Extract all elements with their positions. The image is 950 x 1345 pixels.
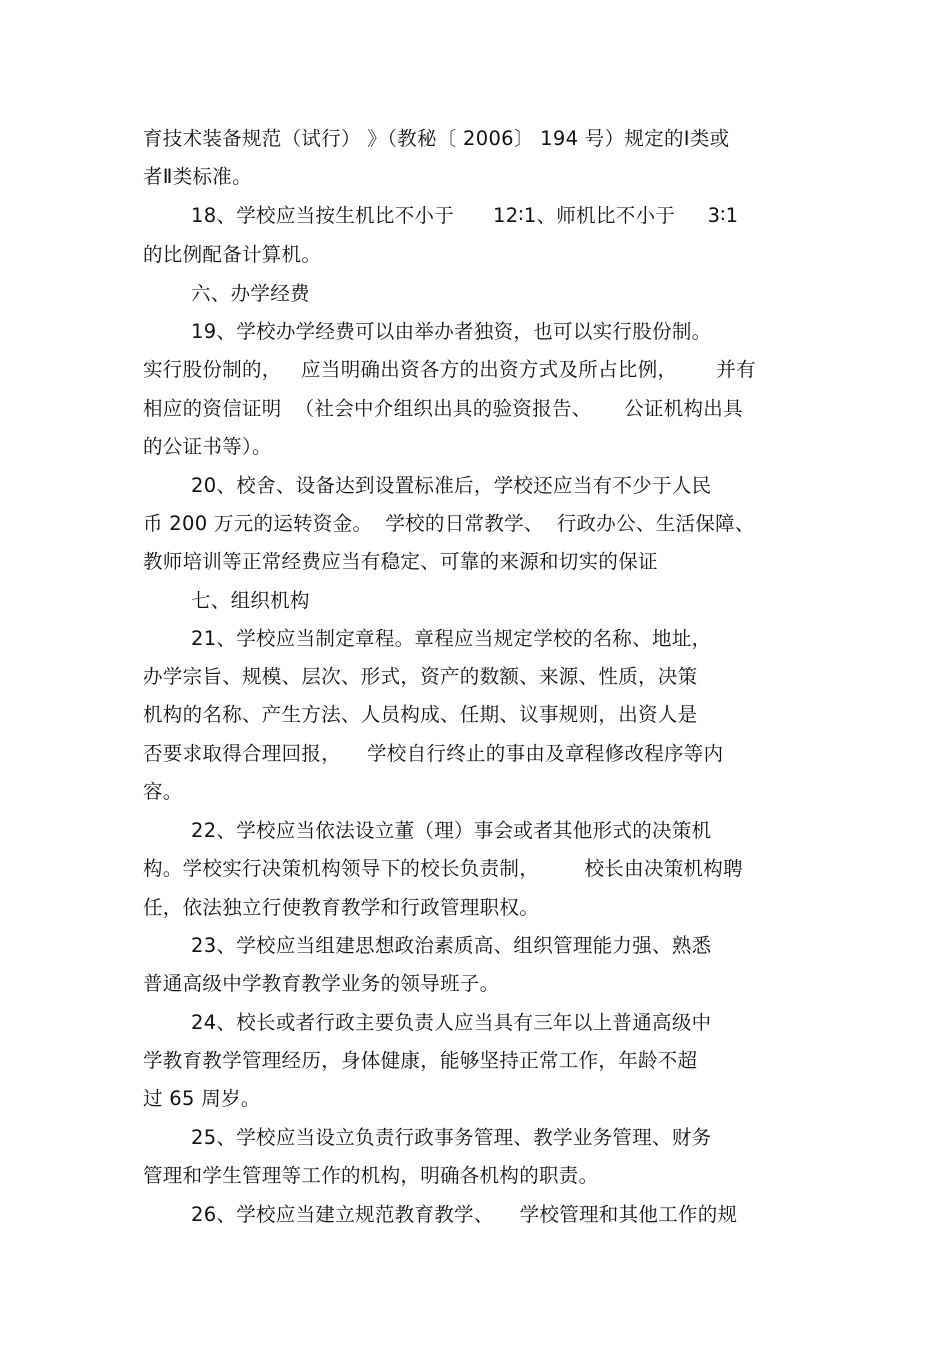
text-line: 的公证书等）。: [143, 435, 272, 458]
text-line: 21、学校应当制定章程。章程应当规定学校的名称、地址，: [191, 627, 712, 650]
text-line: 币 200 万元的运转资金。 学校的日常教学、 行政办公、生活保障、: [143, 512, 755, 535]
text-line: 19、学校办学经费可以由举办者独资，也可以实行股份制。: [191, 320, 712, 343]
text-line: 机构的名称、产生方法、人员构成、任期、议事规则，出资人是: [143, 703, 698, 726]
text-line: 管理和学生管理等工作的机构，明确各机构的职责。: [143, 1164, 599, 1187]
text-line: 18、学校应当按生机比不小于 12∶1、师机比不小于 3∶1: [191, 204, 739, 227]
section-heading: 七、组织机构: [191, 589, 310, 612]
text-line: 26、学校应当建立规范教育教学、 学校管理和其他工作的规: [191, 1203, 738, 1226]
text-line: 25、学校应当设立负责行政事务管理、教学业务管理、财务: [191, 1126, 712, 1149]
text-line: 否要求取得合理回报， 学校自行终止的事由及章程修改程序等内: [143, 742, 724, 765]
text-line: 23、学校应当组建思想政治素质高、组织管理能力强、熟悉: [191, 934, 712, 957]
section-heading: 六、办学经费: [191, 282, 310, 305]
text-line: 的比例配备计算机。: [143, 243, 322, 266]
text-line: 教师培训等正常经费应当有稳定、可靠的来源和切实的保证: [143, 550, 658, 573]
text-line: 实行股份制的， 应当明确出资各方的出资方式及所占比例， 并有: [143, 358, 756, 381]
text-line: 容。: [143, 780, 183, 803]
text-line: 相应的资信证明 （社会中介组织出具的验资报告、 公证机构出具: [143, 397, 743, 420]
text-line: 过 65 周岁。: [143, 1087, 261, 1110]
text-line: 普通高级中学教育教学业务的领导班子。: [143, 972, 500, 995]
text-line: 24、校长或者行政主要负责人应当具有三年以上普通高级中: [191, 1011, 712, 1034]
text-line: 育技术装备规范（试行） 》（教秘〔 2006〕 194 号）规定的Ⅰ类或: [143, 127, 730, 150]
text-line: 构。学校实行决策机构领导下的校长负责制， 校长由决策机构聘: [143, 857, 743, 880]
text-line: 办学宗旨、规模、层次、形式，资产的数额、来源、性质，决策: [143, 665, 698, 688]
text-line: 22、学校应当依法设立董（理）事会或者其他形式的决策机: [191, 819, 712, 842]
text-line: 者Ⅱ类标准。: [143, 165, 252, 188]
text-line: 学教育教学管理经历，身体健康，能够坚持正常工作，年龄不超: [143, 1049, 698, 1072]
text-line: 20、校舍、设备达到设置标准后，学校还应当有不少于人民: [191, 474, 712, 497]
text-line: 任，依法独立行使教育教学和行政管理职权。: [143, 896, 540, 919]
